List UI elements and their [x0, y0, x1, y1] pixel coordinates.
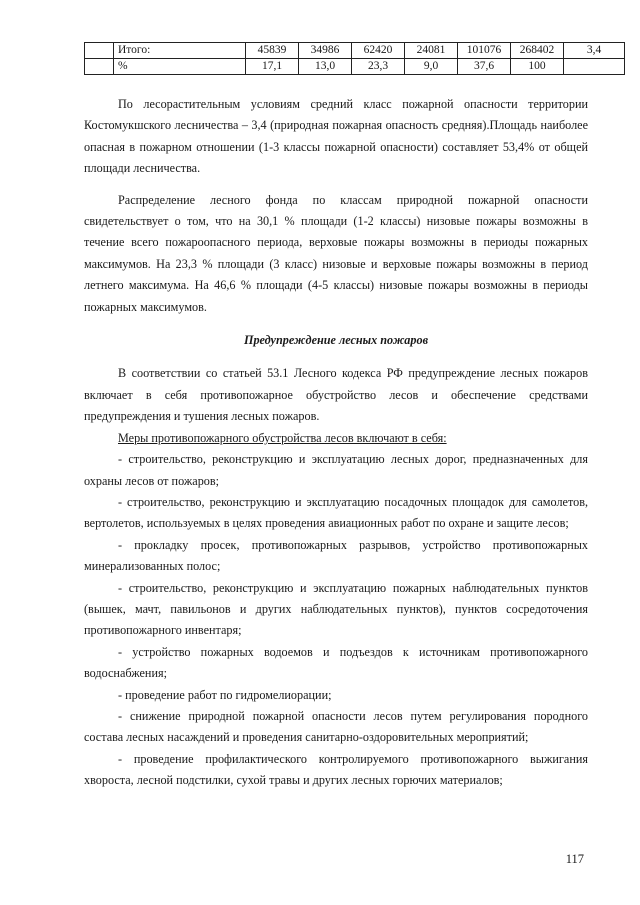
paragraph-distribution: Распределение лесного фонда по классам природной пожарной опасности свидетельствует о том, что на 30,1 % площади (1-2 классы) низовые пожары возможны в течение всего пожароопасного периода, верховые пожары возможны в периоды пожарных максимумов. На 23,3 % площади (3 класс) низовые и верховые пожары возможны в период летнего максимума. На 46,6 % площади (4-5 классы) низовые пожары возможны в периоды пожарных максимумов. [84, 192, 588, 314]
table-cell: 13,0 [299, 59, 352, 75]
list-item: - прокладку просек, противопожарных разрывов, устройство противопожарных минерализованных полос; [84, 537, 588, 574]
paragraph-intro: В соответствии со статьей 53.1 Лесного кодекса РФ предупреждение лесных пожаров включает в себя противопожарное обустройство лесов и обеспечение средствами предупреждения и тушения лесных пожаров. [84, 366, 588, 424]
table-cell: 3,4 [564, 43, 625, 59]
table-cell [564, 59, 625, 75]
table-cell: 268402 [511, 43, 564, 59]
list-item: - устройство пожарных водоемов и подъездов к источникам противопожарного водоснабжения; [84, 644, 588, 681]
table-cell: 9,0 [405, 59, 458, 75]
table-cell: 62420 [352, 43, 405, 59]
table-cell-label: % [114, 59, 246, 75]
list-item: - проведение работ по гидромелиорации; [118, 687, 332, 702]
measures-heading: Меры противопожарного обустройства лесов включают в себя: [118, 430, 447, 445]
table-cell: 34986 [299, 43, 352, 59]
table-cell: 24081 [405, 43, 458, 59]
list-item: - снижение природной пожарной опасности лесов путем регулирования породного состава лесных насаждений и проведения санитарно-оздоровительных мероприятий; [84, 708, 588, 745]
list-item: - строительство, реконструкцию и эксплуатацию лесных дорог, предназначенных для охраны лесов от пожаров; [84, 452, 588, 488]
table-row-total [85, 43, 625, 59]
summary-table [84, 42, 625, 75]
measures-heading-line [84, 428, 588, 449]
table-cell: 17,1 [246, 59, 299, 75]
table-cell: 100 [511, 59, 564, 75]
section-title: Предупреждение лесных пожаров [243, 333, 429, 348]
table-cell: 23,3 [352, 59, 405, 75]
list-item: - строительство, реконструкцию и эксплуатацию посадочных площадок для самолетов, вертолетов, используемых в целях проведения авиационных работ по охране и защите лесов; [84, 494, 588, 531]
table-cell: 45839 [246, 43, 299, 59]
document-body [84, 94, 588, 792]
table-cell-label: Итого: [114, 43, 246, 59]
table-cell: 101076 [458, 43, 511, 59]
page-number: 117 [565, 852, 584, 866]
list-item: - проведение профилактического контролируемого противопожарного выжигания хвороста, лесной подстилки, сухой травы и других лесных горючих материалов; [84, 751, 588, 788]
paragraph-fire-class: По лесорастительным условиям средний класс пожарной опасности территории Костомукшского лесничества – 3,4 (природная пожарная опасность средняя).Площадь наиболее опасная в пожарном отношении (1-3 классы пожарной опасности) составляет 53,4% от общей площади лесничества. [84, 97, 588, 176]
table-row-percent [85, 59, 625, 75]
table-cell-blank [85, 43, 114, 59]
table-cell-blank [85, 59, 114, 75]
list-item: - строительство, реконструкцию и эксплуатацию пожарных наблюдательных пунктов (вышек, мачт, павильонов и других наблюдательных пунктов), пунктов сосредоточения противопожарного инвентаря; [84, 580, 588, 638]
table-cell: 37,6 [458, 59, 511, 75]
